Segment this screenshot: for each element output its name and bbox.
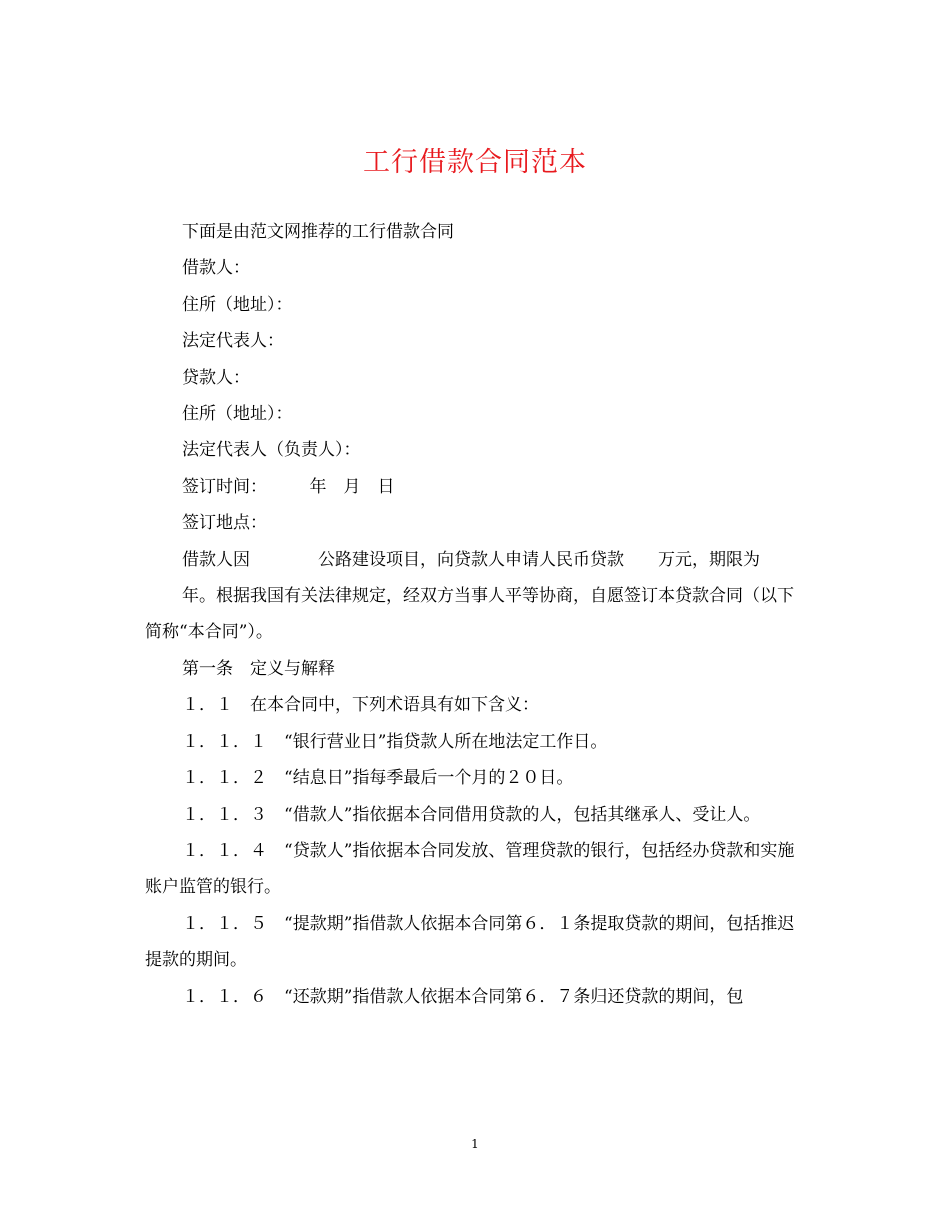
paragraph-clause-1-1-5: １．１．５ “提款期”指借款人依据本合同第６．１条提取贷款的期间，包括推迟提款的期间。 bbox=[145, 913, 795, 971]
paragraph-clause-1-1-3: １．１．３ “借款人”指依据本合同借用贷款的人，包括其继承人、受让人。 bbox=[182, 804, 761, 825]
paragraph-borrower: 借款人： bbox=[182, 258, 250, 279]
page-number: 1 bbox=[471, 1137, 479, 1151]
paragraph-lender-address: 住所（地址）： bbox=[182, 404, 293, 425]
paragraph-loan-agreement: 年。根据我国有关法律规定，经双方当事人平等协商，自愿签订本贷款合同（以下简称“本合同”）。 bbox=[145, 586, 794, 643]
paragraph-signing-place: 签订地点： bbox=[182, 513, 267, 534]
paragraph-clause-1-1-2: １．１．２ “结息日”指每季最后一个月的２０日。 bbox=[182, 768, 574, 789]
paragraph-intro: 下面是由范文网推荐的工行借款合同 bbox=[182, 222, 454, 242]
paragraph-clause-1-1-6: １．１．６ “还款期”指借款人依据本合同第６．７条归还贷款的期间，包 bbox=[182, 986, 744, 1007]
document-title: 工行借款合同范本 bbox=[363, 147, 587, 178]
paragraph-borrower-representative: 法定代表人： bbox=[182, 331, 284, 352]
paragraph-borrower-address: 住所（地址）： bbox=[182, 294, 293, 315]
paragraph-article-1-heading: 第一条 定义与解释 bbox=[182, 658, 335, 679]
document-body bbox=[145, 214, 797, 1015]
paragraph-lender: 贷款人： bbox=[182, 367, 250, 388]
paragraph-clause-1-1: １．１ 在本合同中，下列术语具有如下含义： bbox=[182, 695, 539, 716]
paragraph-lender-representative: 法定代表人（负责人）： bbox=[182, 440, 361, 461]
paragraph-clause-1-1-1: １．１．１ “银行营业日”指贷款人所在地法定工作日。 bbox=[182, 731, 608, 752]
paragraph-signing-date: 签订时间： 年 月 日 bbox=[182, 476, 395, 497]
paragraph-loan-purpose: 借款人因 公路建设项目，向贷款人申请人民币贷款 万元，期限为 bbox=[182, 549, 760, 570]
paragraph-clause-1-1-4: １．１．４ “贷款人”指依据本合同发放、管理贷款的银行，包括经办贷款和实施账户监管的银行。 bbox=[145, 840, 795, 898]
